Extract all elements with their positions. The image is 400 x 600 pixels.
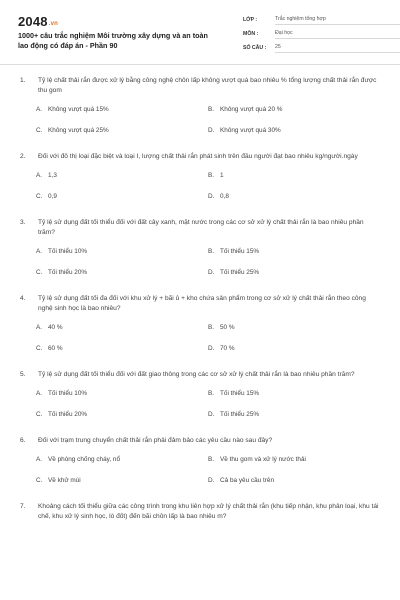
page-header (18, 0, 382, 62)
meta-row-class (243, 14, 400, 26)
option-letter: C. (36, 193, 43, 200)
option-a[interactable] (36, 389, 208, 398)
question-item (18, 436, 382, 485)
option-b[interactable] (208, 105, 380, 114)
question-text: Đối với trạm trung chuyển chất thải rắn phải đảm bảo các yêu cầu nào sau đây? (38, 437, 273, 444)
option-text: Không vượt quá 15% (48, 106, 109, 113)
option-text: Về thu gom và xử lý nước thải (220, 456, 306, 463)
document-title: 1000+ câu trắc nghiệm Môi trường xây dựng và an toàn lao động có đáp án - Phần 90 (18, 31, 208, 50)
question-item (18, 294, 382, 353)
option-text: Tối thiểu 20% (48, 269, 88, 276)
option-text: 0,8 (220, 193, 229, 200)
option-letter: D. (208, 269, 215, 276)
option-text: 70 % (220, 345, 235, 352)
question-text: Khoảng cách tối thiểu giữa các công trình trong khu liên hợp xử lý chất thải rắn (khu tiếp nhận, khu phân loại, khu tái chế, khu xử lý sinh học, lò đốt) đến bãi chôn lấp là bao nhiêu m? (38, 503, 379, 520)
option-letter: D. (208, 345, 215, 352)
option-text: Không vượt quá 30% (220, 127, 281, 134)
option-d[interactable] (208, 192, 380, 201)
option-text: Không vượt quá 25% (48, 127, 109, 134)
option-c[interactable] (36, 192, 208, 201)
option-d[interactable] (208, 126, 380, 135)
option-letter: D. (208, 411, 215, 418)
option-b[interactable] (208, 455, 380, 464)
meta-value: Trắc nghiệm tổng hợp (275, 16, 400, 25)
option-list (36, 455, 382, 485)
option-b[interactable] (208, 389, 380, 398)
question-text: Tỷ lệ sử dụng đất tối thiểu đối với đất giao thông trong các cơ sở xử lý chất thải rắn là bao nhiêu phần trăm? (38, 371, 355, 378)
option-list (36, 389, 382, 419)
option-a[interactable] (36, 105, 208, 114)
option-a[interactable] (36, 247, 208, 256)
option-letter: D. (208, 127, 215, 134)
option-text: Tối thiểu 20% (48, 411, 88, 418)
option-text: 1 (220, 172, 224, 179)
logo-suffix: .vn (48, 21, 59, 27)
option-text: 60 % (48, 345, 63, 352)
option-list (36, 171, 382, 201)
question-number: 7. (20, 503, 26, 510)
header-divider (0, 64, 400, 65)
meta-row-count (243, 42, 400, 54)
question-number: 1. (20, 77, 26, 84)
meta-value: 25 (275, 44, 400, 53)
option-text: 1,3 (48, 172, 57, 179)
logo-main: 2048 (18, 14, 48, 29)
question-text: Tỷ lệ chất thải rắn được xử lý bằng công nghệ chôn lấp không vượt quá bao nhiêu % tổng lượng chất thải rắn được thu gom (38, 77, 377, 94)
option-letter: B. (208, 172, 215, 179)
option-d[interactable] (208, 410, 380, 419)
site-logo[interactable] (18, 14, 58, 29)
question-list (18, 76, 382, 539)
option-letter: C. (36, 411, 43, 418)
option-c[interactable] (36, 410, 208, 419)
option-letter: C. (36, 477, 43, 484)
option-c[interactable] (36, 344, 208, 353)
question-item (18, 76, 382, 135)
question-text: Tỷ lệ sử dụng đất tối thiểu đối với đất cây xanh, mặt nước trong các cơ sở xử lý chất thải rắn là bao nhiêu phần trăm? (38, 219, 364, 236)
question-item (18, 370, 382, 419)
option-letter: C. (36, 345, 43, 352)
option-letter: A. (36, 172, 43, 179)
option-text: 50 % (220, 324, 235, 331)
option-text: 0,9 (48, 193, 57, 200)
option-d[interactable] (208, 476, 380, 485)
option-c[interactable] (36, 126, 208, 135)
option-c[interactable] (36, 268, 208, 277)
option-list (36, 323, 382, 353)
question-number: 2. (20, 153, 26, 160)
option-c[interactable] (36, 476, 208, 485)
option-letter: B. (208, 248, 215, 255)
question-number: 4. (20, 295, 26, 302)
option-text: Tối thiểu 10% (48, 390, 88, 397)
option-letter: C. (36, 269, 43, 276)
option-b[interactable] (208, 247, 380, 256)
question-item (18, 502, 382, 522)
option-letter: B. (208, 324, 215, 331)
option-letter: B. (208, 106, 215, 113)
question-number: 6. (20, 437, 26, 444)
option-a[interactable] (36, 455, 208, 464)
option-b[interactable] (208, 323, 380, 332)
meta-key: MÔN : (243, 31, 259, 37)
option-list (36, 247, 382, 277)
option-letter: A. (36, 324, 43, 331)
document-meta (243, 14, 400, 56)
option-letter: A. (36, 106, 43, 113)
option-letter: A. (36, 456, 43, 463)
option-d[interactable] (208, 344, 380, 353)
option-a[interactable] (36, 171, 208, 180)
option-letter: D. (208, 477, 215, 484)
option-text: 40 % (48, 324, 63, 331)
option-letter: D. (208, 193, 215, 200)
meta-value: Đại học (275, 30, 400, 39)
option-a[interactable] (36, 323, 208, 332)
question-number: 3. (20, 219, 26, 226)
option-text: Tối thiểu 15% (220, 390, 260, 397)
option-text: Tối thiểu 15% (220, 248, 260, 255)
option-text: Về khử mùi (48, 477, 81, 484)
option-letter: A. (36, 390, 43, 397)
option-text: Về phòng chống cháy, nổ (48, 456, 121, 463)
question-text: Tỷ lệ sử dụng đất tối đa đối với khu xử lý + bãi ủ + kho chứa sản phẩm trong cơ sở xử lý chất thải rắn theo công nghệ sinh học là bao nhiêu? (38, 295, 366, 312)
option-list (36, 105, 382, 135)
option-text: Tối thiểu 25% (220, 411, 260, 418)
question-number: 5. (20, 371, 26, 378)
option-text: Không vượt quá 20 % (220, 106, 283, 113)
meta-key: LỚP : (243, 17, 258, 23)
option-text: Tối thiểu 10% (48, 248, 88, 255)
option-letter: C. (36, 127, 43, 134)
option-text: Tối thiểu 25% (220, 269, 260, 276)
option-d[interactable] (208, 268, 380, 277)
question-item (18, 152, 382, 201)
option-text: Cả ba yêu cầu trên (220, 477, 274, 484)
meta-key: SỐ CÂU : (243, 45, 267, 51)
option-b[interactable] (208, 171, 380, 180)
question-item (18, 218, 382, 277)
question-text: Đối với đô thị loại đặc biệt và loại I, lượng chất thải rắn phát sinh trên đầu người đạt bao nhiêu kg/người.ngày (38, 153, 358, 160)
option-letter: A. (36, 248, 43, 255)
option-letter: B. (208, 456, 215, 463)
option-letter: B. (208, 390, 215, 397)
meta-row-subject (243, 28, 400, 40)
